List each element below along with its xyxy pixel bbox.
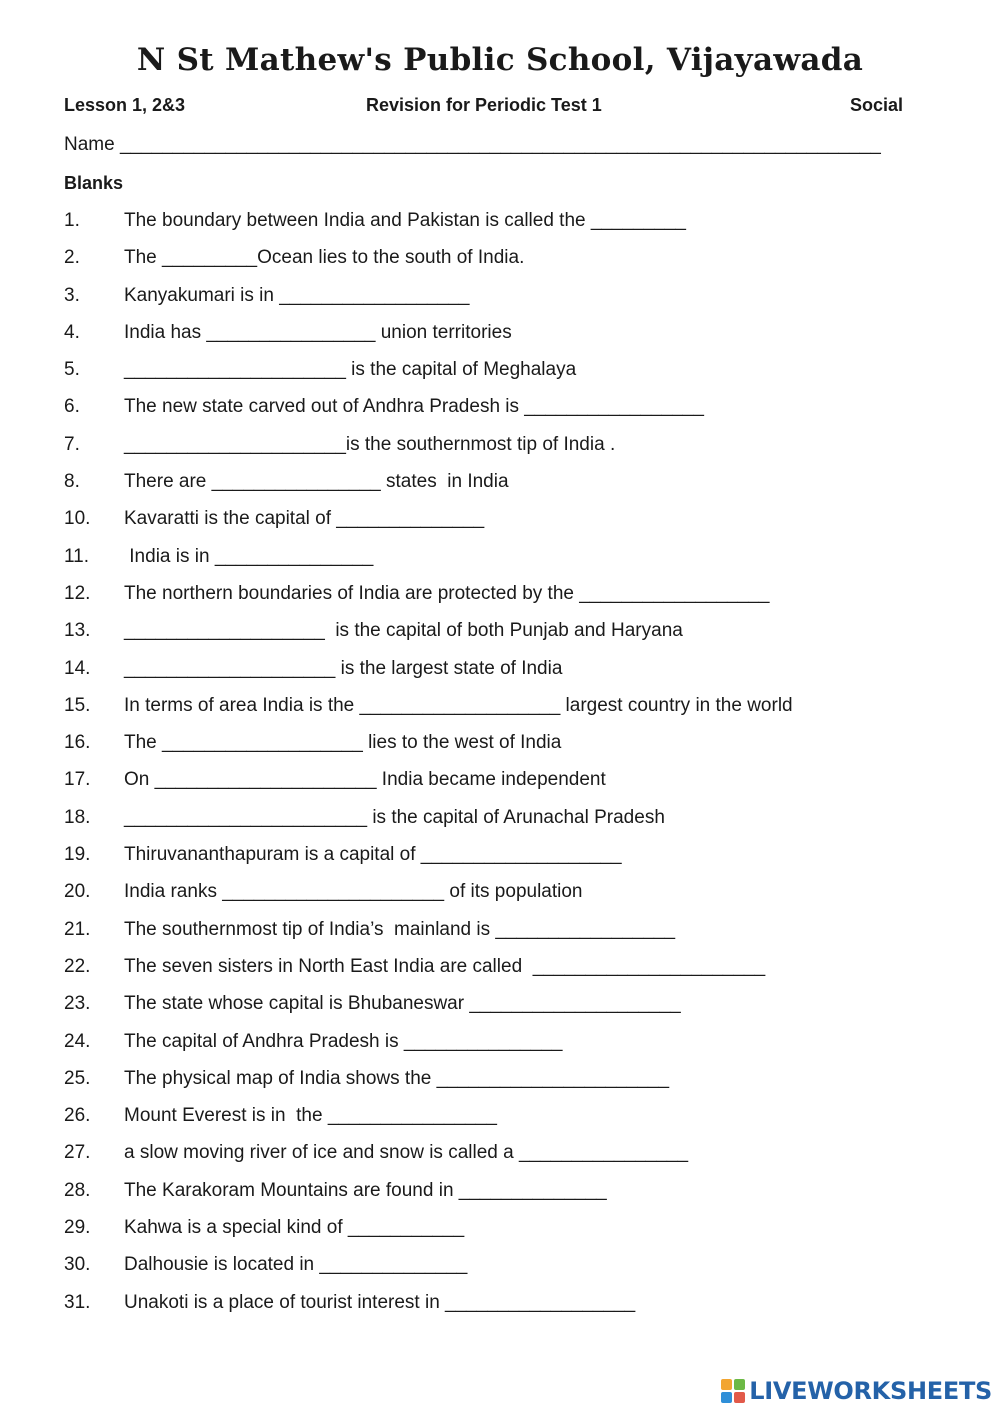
question-text[interactable]: ___________________ is the capital of both Punjab and Haryana: [124, 620, 683, 642]
question-number: 16.: [64, 732, 91, 754]
question-text[interactable]: Kanyakumari is in __________________: [124, 284, 470, 306]
question-text[interactable]: ____________________ is the largest state of India: [124, 657, 563, 679]
question-number: 20.: [64, 881, 91, 903]
brand-name: LIVEWORKSHEETS: [749, 1377, 992, 1405]
question-text[interactable]: Dalhousie is located in ______________: [124, 1254, 468, 1276]
question-text[interactable]: _____________________is the southernmost tip of India .: [124, 433, 616, 455]
question-item: [64, 321, 944, 358]
question-text[interactable]: Unakoti is a place of tourist interest in __________________: [124, 1291, 636, 1313]
question-item: [64, 768, 944, 805]
question-number: 11.: [64, 545, 90, 567]
question-text[interactable]: India has ________________ union territories: [124, 321, 512, 343]
question-number: 2.: [64, 247, 80, 269]
name-field[interactable]: Name ________________________________________________________________________: [64, 134, 881, 155]
question-text[interactable]: In terms of area India is the ___________________ largest country in the world: [124, 694, 793, 716]
question-text[interactable]: The _________Ocean lies to the south of India.: [124, 247, 525, 269]
question-item: [64, 955, 944, 992]
question-number: 18.: [64, 806, 91, 828]
question-text[interactable]: The boundary between India and Pakistan is called the _________: [124, 210, 686, 231]
question-item: [64, 358, 944, 395]
question-text[interactable]: The northern boundaries of India are protected by the __________________: [124, 582, 770, 604]
question-text[interactable]: Mount Everest is in the ________________: [124, 1105, 497, 1127]
question-text[interactable]: India ranks _____________________ of its population: [124, 881, 583, 903]
question-item: [64, 246, 944, 283]
question-text[interactable]: The southernmost tip of India’s mainland is _________________: [124, 918, 676, 940]
question-item: [64, 1216, 944, 1253]
question-item: [64, 433, 944, 470]
question-item: [64, 284, 944, 321]
question-number: 4.: [64, 321, 80, 343]
question-number: 12.: [64, 582, 91, 604]
question-text[interactable]: There are ________________ states in India: [124, 471, 509, 493]
liveworksheets-logo-icon: [721, 1379, 745, 1403]
question-number: 31.: [64, 1291, 91, 1313]
question-item: [64, 1291, 944, 1328]
question-item: [64, 657, 944, 694]
question-item: [64, 1104, 944, 1141]
question-number: 25.: [64, 1067, 91, 1089]
question-text[interactable]: Kavaratti is the capital of ______________: [124, 508, 485, 530]
question-item: [64, 1141, 944, 1178]
question-text[interactable]: On _____________________ India became independent: [124, 769, 606, 791]
question-number: 27.: [64, 1142, 91, 1164]
question-item: [64, 843, 944, 880]
question-item: [64, 545, 944, 582]
subject-label: Social: [850, 95, 904, 115]
question-item: [64, 880, 944, 917]
question-number: 22.: [64, 955, 91, 977]
question-text[interactable]: The new state carved out of Andhra Pradesh is _________________: [124, 396, 704, 418]
question-text[interactable]: The physical map of India shows the ______________________: [124, 1067, 670, 1089]
question-item: [64, 395, 944, 432]
question-number: 17.: [64, 769, 91, 791]
question-item: [64, 209, 944, 246]
question-number: 8.: [64, 471, 80, 493]
question-number: 1.: [64, 210, 80, 231]
question-item: [64, 1253, 944, 1290]
question-number: 3.: [64, 284, 80, 306]
question-number: 15.: [64, 694, 91, 716]
question-number: 21.: [64, 918, 91, 940]
question-text[interactable]: India is in _______________: [124, 545, 374, 567]
question-number: 28.: [64, 1179, 91, 1201]
section-heading: Blanks: [64, 173, 124, 193]
question-item: [64, 619, 944, 656]
question-number: 7.: [64, 433, 80, 455]
brand-logo: [721, 1378, 992, 1404]
question-text[interactable]: The capital of Andhra Pradesh is _______________: [124, 1030, 563, 1052]
question-item: [64, 470, 944, 507]
question-number: 19.: [64, 844, 91, 866]
school-title: N St Mathew's Public School, Vijayawada: [136, 42, 864, 78]
question-text[interactable]: The ___________________ lies to the west of India: [124, 732, 562, 754]
question-list: [64, 209, 944, 1328]
question-item: [64, 582, 944, 619]
question-text[interactable]: _____________________ is the capital of Meghalaya: [124, 359, 577, 381]
question-item: [64, 918, 944, 955]
question-number: 30.: [64, 1254, 91, 1276]
question-item: [64, 806, 944, 843]
question-item: [64, 694, 944, 731]
question-number: 13.: [64, 620, 91, 642]
question-item: [64, 1179, 944, 1216]
question-item: [64, 731, 944, 768]
lesson-label: Lesson 1, 2&3: [64, 95, 186, 115]
question-number: 29.: [64, 1217, 91, 1239]
question-text[interactable]: a slow moving river of ice and snow is called a ________________: [124, 1142, 689, 1164]
question-text[interactable]: The state whose capital is Bhubaneswar ____________________: [124, 993, 681, 1015]
question-item: [64, 992, 944, 1029]
question-text[interactable]: Kahwa is a special kind of ___________: [124, 1217, 465, 1239]
question-item: [64, 1067, 944, 1104]
question-text[interactable]: _______________________ is the capital of Arunachal Pradesh: [124, 806, 665, 828]
question-text[interactable]: Thiruvananthapuram is a capital of ___________________: [124, 844, 622, 866]
question-text[interactable]: The Karakoram Mountains are found in ______________: [124, 1179, 607, 1201]
question-item: [64, 507, 944, 544]
question-number: 24.: [64, 1030, 91, 1052]
question-number: 6.: [64, 396, 80, 418]
question-number: 5.: [64, 359, 80, 381]
question-number: 10.: [64, 508, 91, 530]
question-number: 14.: [64, 657, 91, 679]
test-label: Revision for Periodic Test 1: [366, 95, 602, 115]
question-item: [64, 1030, 944, 1067]
question-number: 26.: [64, 1105, 91, 1127]
question-text[interactable]: The seven sisters in North East India are called ______________________: [124, 955, 766, 977]
question-number: 23.: [64, 993, 91, 1015]
